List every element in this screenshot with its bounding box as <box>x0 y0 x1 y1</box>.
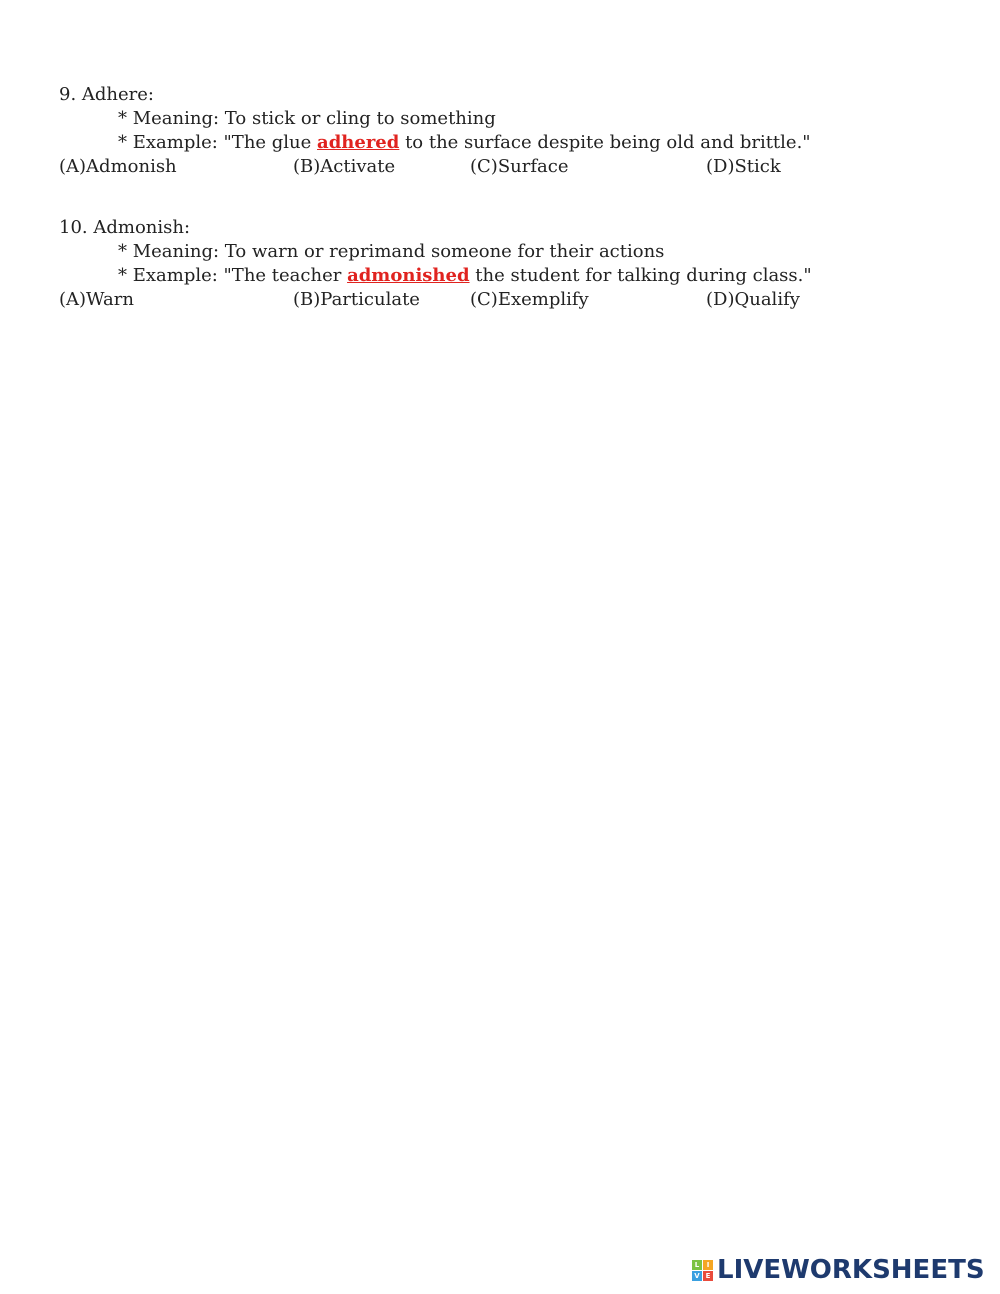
option-d[interactable]: (D)Qualify <box>706 289 800 310</box>
logo-letter-v: V <box>692 1271 702 1281</box>
example-prefix: * Example: "The teacher <box>118 265 348 286</box>
question-heading: 10. Admonish: <box>59 217 191 238</box>
highlighted-word: adhered <box>317 132 400 153</box>
option-d[interactable]: (D)Stick <box>706 156 781 177</box>
option-a[interactable]: (A)Warn <box>59 289 134 310</box>
answer-options <box>59 288 959 312</box>
example-suffix: to the surface despite being old and brittle." <box>399 132 811 153</box>
logo-letter-i: I <box>703 1260 713 1270</box>
logo-icon <box>692 1260 713 1281</box>
meaning-text: * Meaning: To warn or reprimand someone for their actions <box>118 241 665 262</box>
logo-letter-l: L <box>692 1260 702 1270</box>
example-prefix: * Example: "The glue <box>118 132 318 153</box>
example-text <box>59 264 959 288</box>
option-b[interactable]: (B)Particulate <box>293 289 420 310</box>
question-heading: 9. Adhere: <box>59 84 154 105</box>
answer-options <box>59 155 959 179</box>
option-b[interactable]: (B)Activate <box>293 156 396 177</box>
highlighted-word: admonished <box>347 265 470 286</box>
option-c[interactable]: (C)Exemplify <box>470 289 589 310</box>
question-10 <box>59 216 959 312</box>
option-a[interactable]: (A)Admonish <box>59 156 177 177</box>
liveworksheets-logo <box>692 1255 985 1285</box>
logo-letter-e: E <box>703 1271 713 1281</box>
option-c[interactable]: (C)Surface <box>470 156 569 177</box>
example-text <box>59 131 959 155</box>
meaning-text: * Meaning: To stick or cling to something <box>118 108 496 129</box>
example-suffix: the student for talking during class." <box>469 265 812 286</box>
brand-name: LIVEWORKSHEETS <box>717 1255 985 1285</box>
question-9 <box>59 83 959 179</box>
